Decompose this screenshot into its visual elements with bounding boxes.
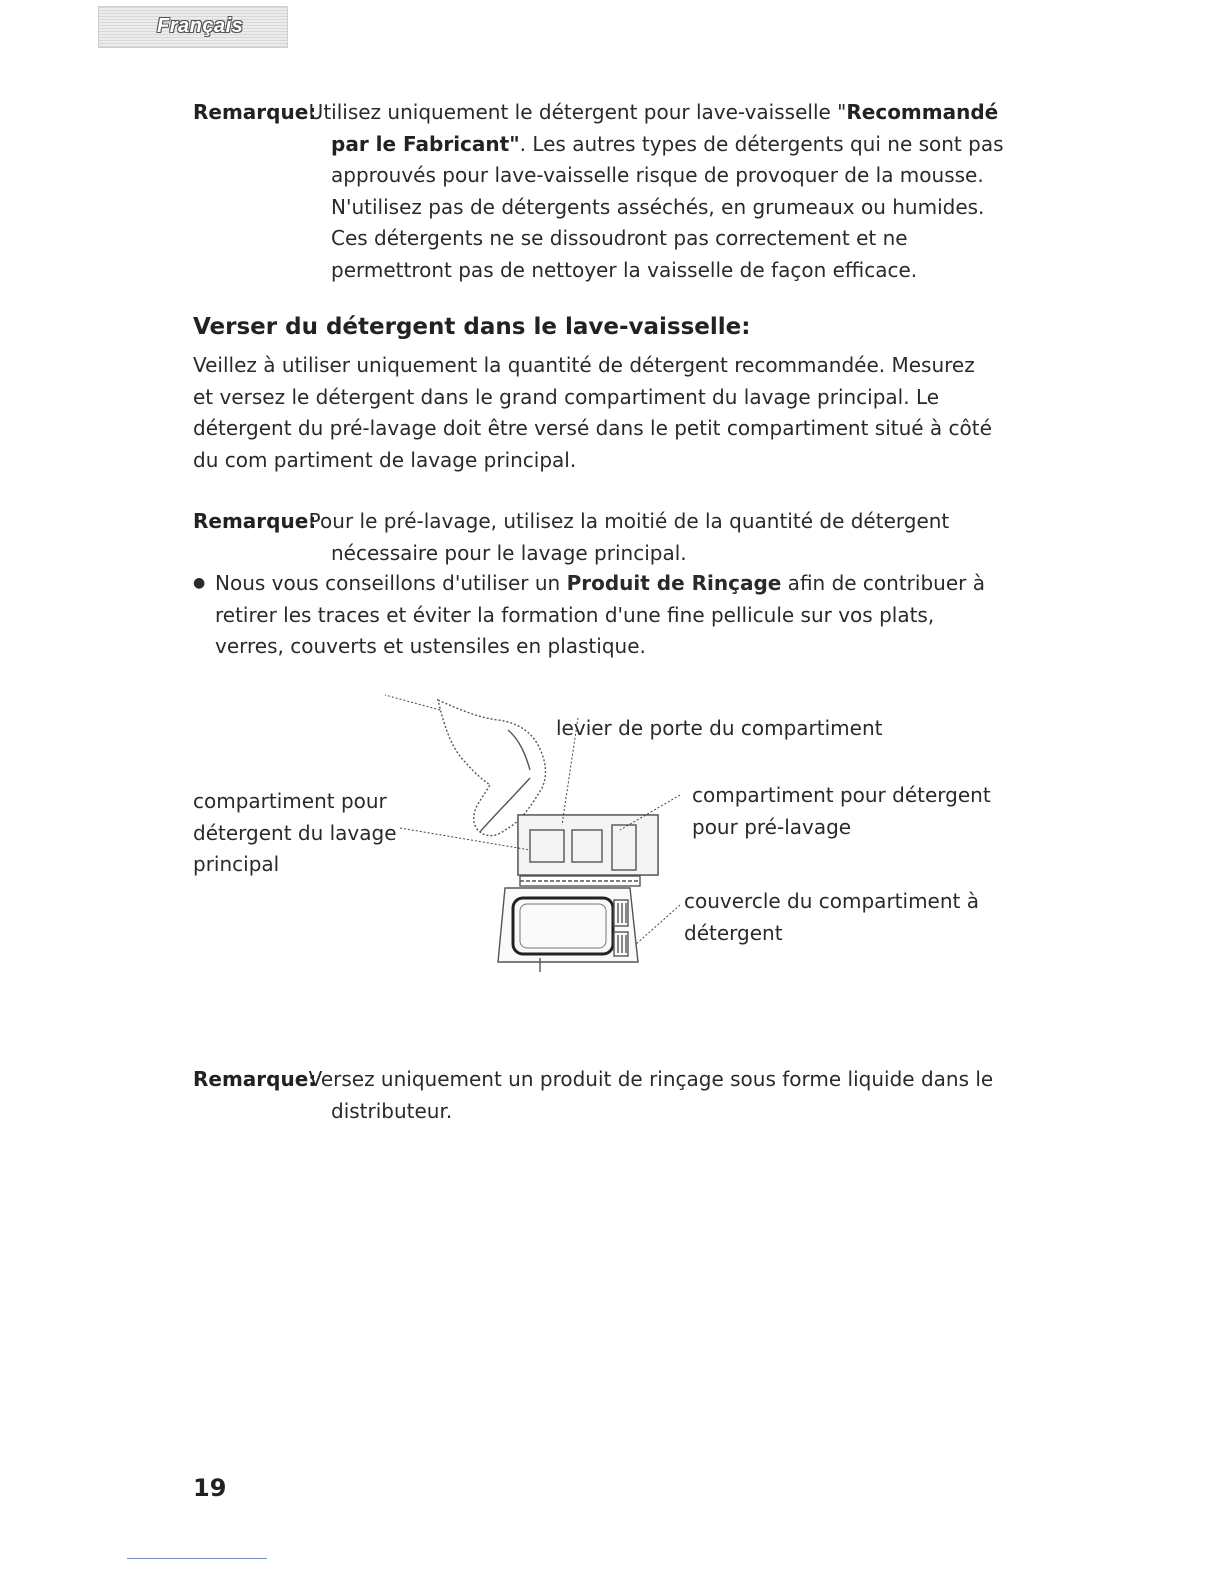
note-text-bold: Recommandé par le Fabricant" <box>331 100 999 156</box>
bullet-dot-icon: ● <box>193 575 206 591</box>
callout-main-line-3: principal <box>193 852 280 876</box>
bullet-text-pre: Nous vous conseillons d'utiliser un <box>215 571 567 595</box>
callout-lever: levier de porte du compartiment <box>556 716 883 740</box>
note-text: Versez uniquement un produit de rinçage sous forme liquide dans le distributeur. <box>302 1067 994 1123</box>
note-liquid-rinse <box>193 1064 1008 1127</box>
language-tab <box>98 6 288 48</box>
page-number: 19 <box>193 1474 227 1502</box>
note-text-post: . Les autres types de détergents qui ne sont pas approuvés pour lave-vaisselle risque de provoquer de la mousse. N'utilisez pas de détergents asséchés, en grumeaux ou humides. Ces détergents ne se dissoudront pas correctement et ne permettront pas de nettoyer la vaisselle de façon efficace. <box>331 131 1004 282</box>
note-prewash <box>193 506 983 569</box>
note-text-pre: Utilisez uniquement le détergent pour lave-vaisselle " <box>302 100 847 124</box>
callout-prewash-line-1: compartiment pour détergent <box>692 783 991 807</box>
note-label: Remarque: <box>193 509 317 533</box>
callout-main-line-1: compartiment pour <box>193 789 387 813</box>
note-recommended-detergent <box>193 97 1013 286</box>
callout-main-wash <box>193 786 397 881</box>
bullet-text-post: afin de contribuer à retirer les traces et éviter la formation d'une fine pellicule sur vos plats, verres, couverts et ustensiles en plastique. <box>215 571 985 658</box>
language-tab-label: Français <box>157 15 244 37</box>
callout-cover-line-1: couvercle du compartiment à <box>684 889 979 913</box>
note-label: Remarque: <box>193 100 317 124</box>
note-text: Pour le pré-lavage, utilisez la moitié de la quantité de détergent nécessaire pour le lavage principal. <box>302 509 950 565</box>
callout-cover <box>684 886 979 949</box>
callout-prewash <box>692 780 991 843</box>
section-heading: Verser du détergent dans le lave-vaisselle: <box>193 314 751 340</box>
rinse-aid-bullet <box>193 568 993 663</box>
callout-prewash-line-2: pour pré-lavage <box>692 814 852 839</box>
footer-rule <box>127 1558 267 1559</box>
bullet-text-bold: Produit de Rinçage <box>566 571 782 595</box>
section-paragraph: Veillez à utiliser uniquement la quantité de détergent recommandée. Mesurez et versez le détergent dans le grand compartiment du lavage principal. Le détergent du pré-lavage doit être versé dans le petit compartiment situé à côté du com partiment de lavage principal. <box>193 353 992 472</box>
callout-cover-line-2: détergent <box>684 920 783 945</box>
note-label: Remarque: <box>193 1067 317 1091</box>
callout-main-line-2: détergent du lavage <box>193 820 397 845</box>
